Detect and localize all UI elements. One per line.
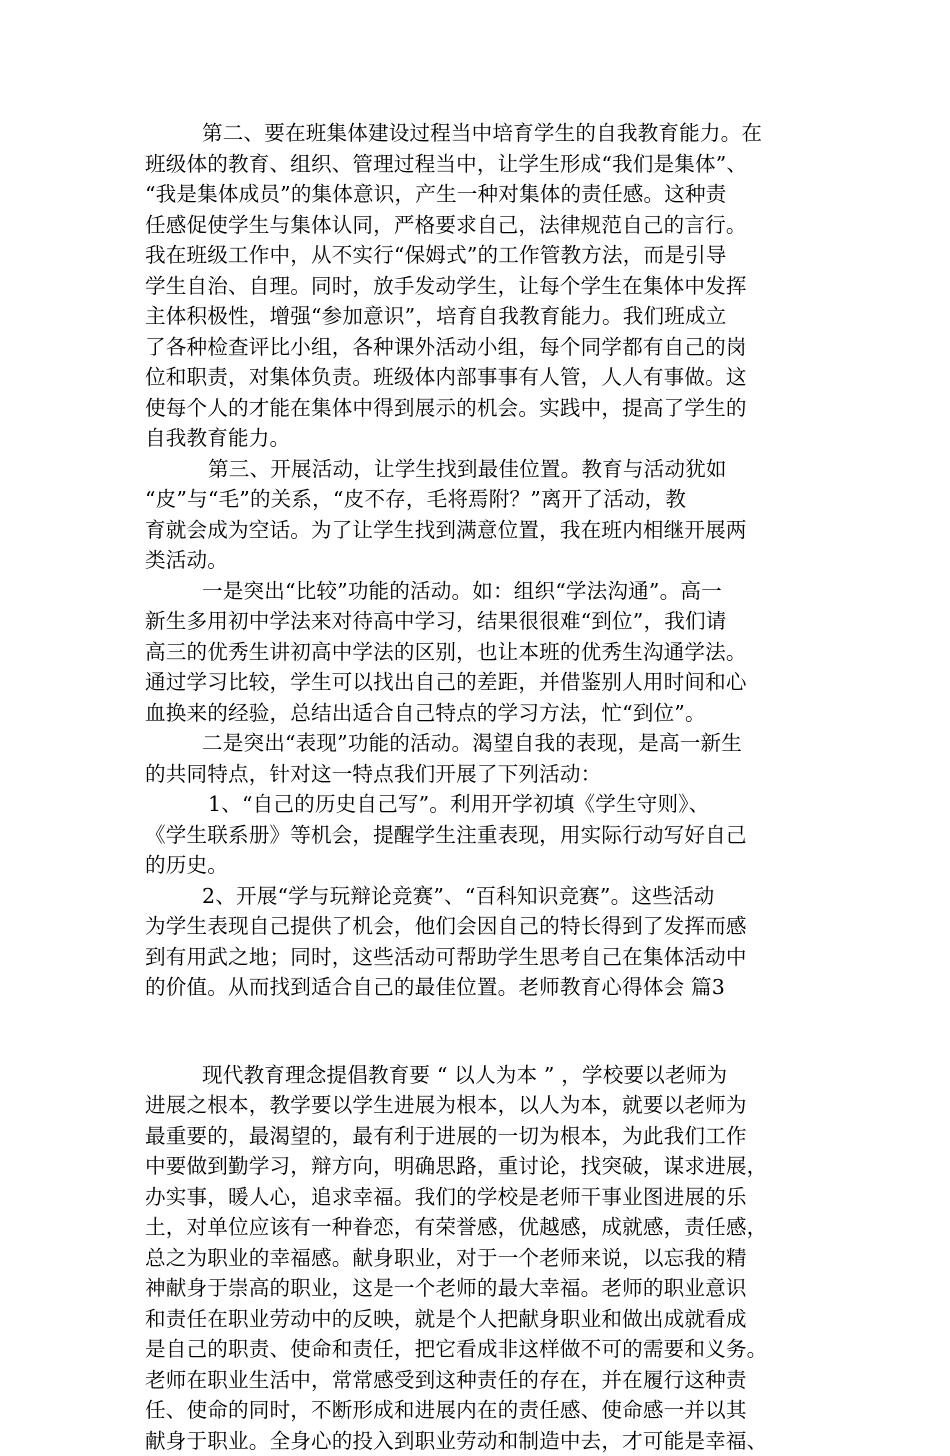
text-line: 自我教育能力。 xyxy=(145,423,825,454)
text-line: 新生多用初中学法来对待高中学习，结果很很难“到位”，我们请 xyxy=(145,606,825,637)
text-line: “我是集体成员”的集体意识，产生一种对集体的责任感。这种责 xyxy=(145,179,825,210)
text-line: 的历史。 xyxy=(145,850,825,881)
paragraph-activity-1 xyxy=(145,576,825,729)
text-line: 2、开展“学与玩辩论竞赛”、“百科知识竞赛”。这些活动 xyxy=(145,881,825,912)
text-line: 现代教育理念提倡教育要 “ 以人为本 ” ，学校要以老师为 xyxy=(145,1060,825,1091)
text-line: 主体积极性，增强“参加意识”，培育自我教育能力。我们班成立 xyxy=(145,301,825,332)
text-line: 高三的优秀生讲初高中学法的区别，也让本班的优秀生沟通学法。 xyxy=(145,637,825,668)
paragraph-section-3 xyxy=(145,454,825,576)
text-line: 和责任在职业劳动中的反映，就是个人把献身职业和做出成就看成 xyxy=(145,1304,825,1335)
text-line: 中要做到勤学习，辩方向，明确思路，重讨论，找突破，谋求进展， xyxy=(145,1151,825,1182)
text-line: 二是突出“表现”功能的活动。渴望自我的表现，是高一新生 xyxy=(145,728,825,759)
text-line: 老师在职业生活中，常常感受到这种责任的存在，并在履行这种责 xyxy=(145,1365,825,1396)
text-line: 了各种检查评比小组，各种课外活动小组，每个同学都有自己的岗 xyxy=(145,332,825,363)
text-line: 任、使命的同时，不断形成和进展内在的责任感、使命感一并以其 xyxy=(145,1395,825,1426)
text-line: 通过学习比较，学生可以找出自己的差距，并借鉴别人用时间和心 xyxy=(145,667,825,698)
text-line: 1、“自己的历史自己写”。利用开学初填《学生守则》、 xyxy=(145,789,825,820)
text-line: 办实事，暖人心，追求幸福。我们的学校是老师干事业图进展的乐 xyxy=(145,1182,825,1213)
paragraph-item-2 xyxy=(145,881,825,1003)
document-page xyxy=(145,118,825,1456)
paragraph-activity-2 xyxy=(145,728,825,789)
text-line: 一是突出“比较”功能的活动。如：组织“学法沟通”。高一 xyxy=(145,576,825,607)
text-line: 土，对单位应该有一种眷恋，有荣誉感，优越感，成就感，责任感， xyxy=(145,1212,825,1243)
text-line: 班级体的教育、组织、管理过程当中，让学生形成“我们是集体”、 xyxy=(145,149,825,180)
text-line: 进展之根本，教学要以学生进展为根本，以人为本，就要以老师为 xyxy=(145,1090,825,1121)
text-line: 血换来的经验，总结出适合自己特点的学习方法，忙“到位”。 xyxy=(145,698,825,729)
text-line: 类活动。 xyxy=(145,545,825,576)
section-spacer xyxy=(145,1003,825,1060)
text-line: 是自己的职责、使命和责任，把它看成非这样做不可的需要和义务。 xyxy=(145,1334,825,1365)
text-line: 使每个人的才能在集体中得到展示的机会。实践中，提高了学生的 xyxy=(145,393,825,424)
text-line: 我在班级工作中，从不实行“保姆式”的工作管教方法，而是引导 xyxy=(145,240,825,271)
text-line: 第三、开展活动，让学生找到最佳位置。教育与活动犹如 xyxy=(145,454,825,485)
text-line: 最重要的，最渴望的，最有利于进展的一切为根本，为此我们工作 xyxy=(145,1121,825,1152)
text-line: 的价值。从而找到适合自己的最佳位置。老师教育心得体会 篇3 xyxy=(145,972,825,1003)
text-line: 学生自治、自理。同时，放手发动学生，让每个学生在集体中发挥 xyxy=(145,271,825,302)
text-line: 育就会成为空话。为了让学生找到满意位置，我在班内相继开展两 xyxy=(145,515,825,546)
text-line: 的共同特点，针对这一特点我们开展了下列活动： xyxy=(145,759,825,790)
text-line: 到有用武之地；同时，这些活动可帮助学生思考自己在集体活动中 xyxy=(145,942,825,973)
text-line: 任感促使学生与集体认同，严格要求自己，法律规范自己的言行。 xyxy=(145,210,825,241)
paragraph-section-2 xyxy=(145,118,825,454)
text-line: 总之为职业的幸福感。献身职业，对于一个老师来说，以忘我的精 xyxy=(145,1243,825,1274)
text-line: 献身于职业。全身心的投入到职业劳动和制造中去，才可能是幸福、 xyxy=(145,1426,825,1456)
text-line: 为学生表现自己提供了机会，他们会因自己的特长得到了发挥而感 xyxy=(145,911,825,942)
paragraph-section-next xyxy=(145,1060,825,1456)
text-line: 《学生联系册》等机会，提醒学生注重表现，用实际行动写好自己 xyxy=(145,820,825,851)
text-line: 第二、要在班集体建设过程当中培育学生的自我教育能力。在 xyxy=(145,118,825,149)
text-line: “皮”与“毛”的关系，“皮不存，毛将焉附？”离开了活动，教 xyxy=(145,484,825,515)
text-line: 位和职责，对集体负责。班级体内部事事有人管，人人有事做。这 xyxy=(145,362,825,393)
text-line: 神献身于崇高的职业，这是一个老师的最大幸福。老师的职业意识 xyxy=(145,1273,825,1304)
paragraph-item-1 xyxy=(145,789,825,881)
